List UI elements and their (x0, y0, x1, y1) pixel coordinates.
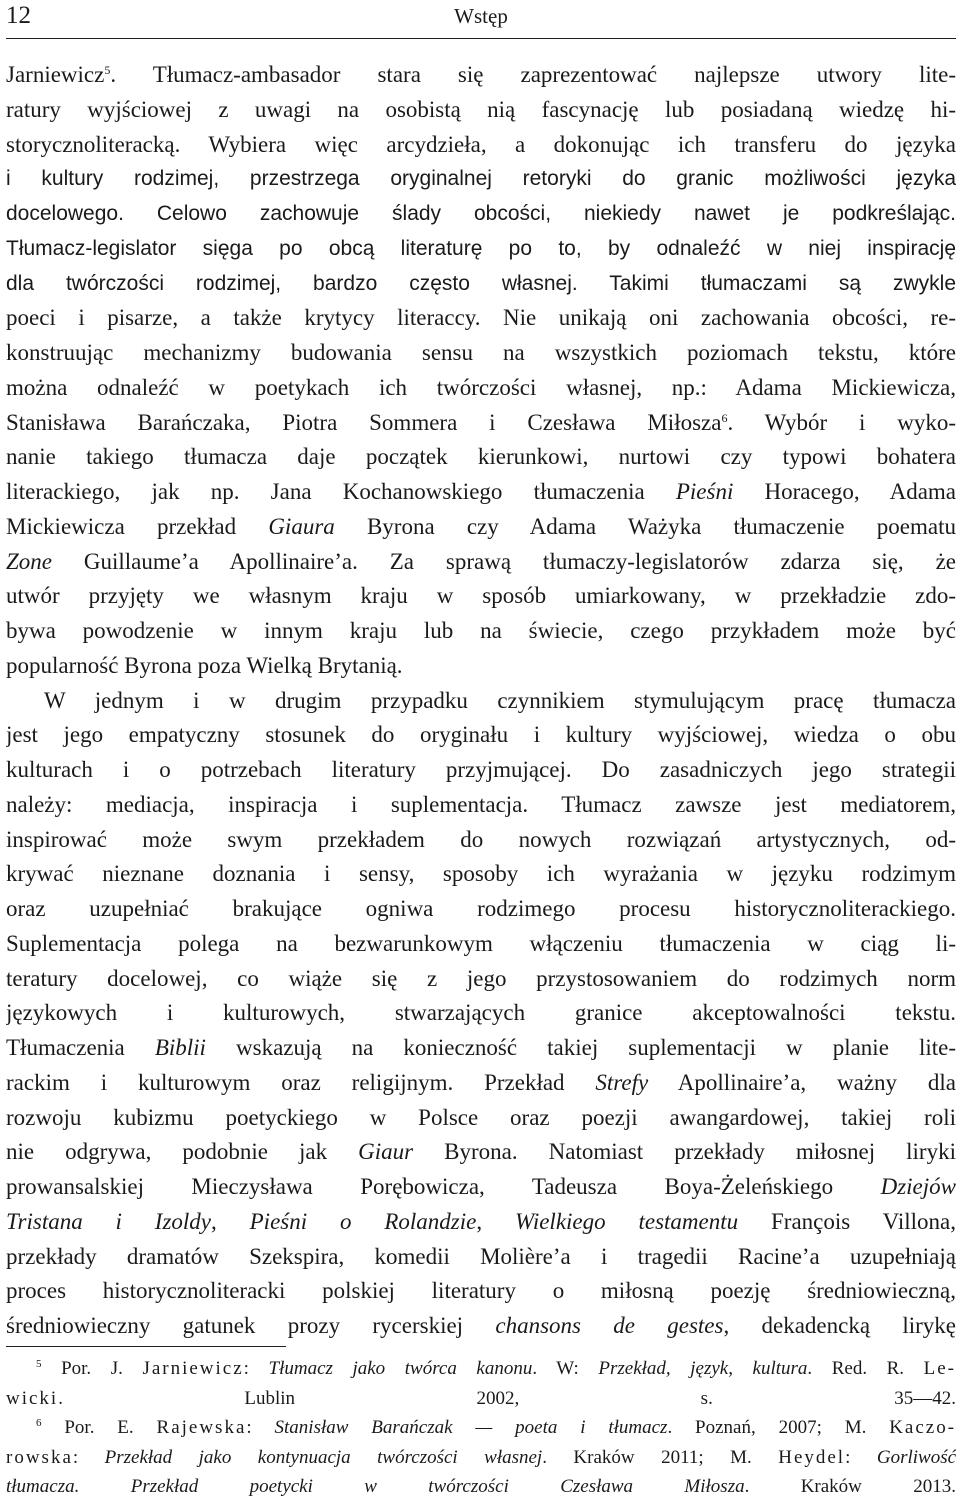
text-line: jest jego empatyczny stosunek do oryginału i kultury wyjściowej, wiedza o obu (6, 722, 956, 748)
text-line: storycznoliteracką. Wybiera więc arcydzieła, a dokonując ich transferu do języka (6, 131, 956, 157)
text-line: rozwoju kubizmu poetyckiego w Polsce oraz poezji awangardowej, takiej roli (6, 1104, 956, 1130)
footnote-number: 5 (36, 1358, 42, 1370)
text-line: należy: mediacja, inspiracja i suplementacja. Tłumacz zawsze jest mediatorem, (6, 791, 956, 817)
paragraph-1 (6, 58, 956, 684)
text-line: i kultury rodzimej, przestrzega oryginalnej retoryki do granic możliwości języka (6, 167, 956, 191)
running-header (6, 2, 956, 32)
text-line: rackim i kulturowym oraz religijnym. Przekład Strefy Apollinaire’a, ważny dla (6, 1069, 956, 1095)
text-line: nanie takiego tłumacza daje początek kierunkowi, nurtowi czy typowi bohatera (6, 444, 956, 470)
text-line: poeci i pisarze, a także krytycy literaccy. Nie unikają oni zachowania obcości, re- (6, 305, 956, 331)
text-line: Suplementacja polega na bezwarunkowym włączeniu tłumaczenia w ciąg li- (6, 930, 956, 956)
text-line: Tłumaczenia Biblii wskazują na konieczność takiej suplementacji w planie lite- (6, 1035, 956, 1060)
text-line: dla twórczości rodzimej, bardzo często własnej. Takimi tłumaczami są zwykle (6, 271, 956, 295)
text-line: docelowego. Celowo zachowuje ślady obcości, niekiedy nawet je podkreślając. (6, 202, 956, 225)
footnote-line: wicki. Lublin 2002, s. 35—42. (6, 1387, 956, 1409)
footnote-ref-6[interactable]: 6 (721, 410, 728, 425)
text-line: Tłumacz-legislator sięga po obcą literaturę po to, by odnaleźć w niej inspirację (6, 236, 956, 260)
text-line: średniowieczny gatunek prozy rycerskiej chansons de gestes, dekadencką lirykę (6, 1313, 956, 1338)
footnote-number: 6 (36, 1417, 42, 1429)
text-line: krywać nieznane doznania i sensy, sposoby ich wyrażania w języku rodzimym (6, 861, 956, 887)
text-line: językowych i kulturowych, stwarzających granice akceptowalności tekstu. (6, 1000, 956, 1026)
text-line: literackiego, jak np. Jana Kochanowskiego tłumaczenia Pieśni Horacego, Adama (6, 479, 956, 504)
text-line: Tristana i Izoldy, Pieśni o Rolandzie, Wielkiego testamentu François Villona, (6, 1208, 956, 1234)
footnote-line: $^6$ Por. E. Rajewska: Stanisław Barańczak — poeta i tłumacz. Poznań, 2007; M. Kaczo- (36, 1417, 956, 1438)
main-text (6, 58, 956, 1344)
footnote-line: $^5$ Por. J. Jarniewicz: Tłumacz jako twórca kanonu. W: Przekład, język, kultura. Red. R. Le- (36, 1358, 956, 1379)
text-line: przekłady dramatów Szekspira, komedii Molière’a i tragedii Racine’a uzupełniają (6, 1243, 956, 1269)
text-line: Zone Guillaume’a Apollinaire’a. Za sprawą tłumaczy-legislatorów zdarza się, że (6, 548, 956, 574)
footnote-line: rowska: Przekład jako kontynuacja twórczości własnej. Kraków 2011; M. Heydel: Gorliwość (6, 1446, 956, 1468)
text-line: bywa powodzenie w innym kraju lub na świecie, czego przykładem może być (6, 618, 956, 643)
running-title: Wstęp (454, 4, 508, 28)
text-line: kulturach i o potrzebach literatury przyjmującej. Do zasadniczych jego strategii (6, 757, 956, 782)
text-line: oraz uzupełniać brakujące ogniwa rodzimego procesu historycznoliterackiego. (6, 896, 956, 921)
paragraph-2 (6, 684, 956, 1344)
text-line: Mickiewicza przekład Giaura Byrona czy Adama Ważyka tłumaczenie poematu (6, 513, 956, 539)
text-line: proces historycznoliteracki polskiej literatury o miłosną poezję średniowieczną, (6, 1278, 956, 1304)
footnote-6 (6, 1413, 956, 1502)
text-line: można odnaleźć w poetykach ich twórczości własnej, np.: Adama Mickiewicza, (6, 374, 956, 400)
footnotes (6, 1354, 956, 1502)
text-line: inspirować może swym przekładem do nowych rozwiązań artystycznych, od- (6, 826, 956, 852)
text-line: Jarniewicz$^5$. Tłumacz-ambasador stara się zaprezentować najlepsze utwory lite- (6, 62, 956, 87)
text-line: ratury wyjściowej z uwagi na osobistą nią fascynację lub posiadaną wiedzę hi- (6, 96, 956, 122)
text-line: nie odgrywa, podobnie jak Giaur Byrona. Natomiast przekłady miłosnej liryki (6, 1139, 956, 1165)
header-rule (6, 38, 956, 39)
text-line: Stanisława Barańczaka, Piotra Sommera i Czesława Miłosza$^6$. Wybór i wyko- (6, 409, 956, 435)
footnote-ref-5[interactable]: 5 (104, 63, 111, 77)
text-line: popularność Byrona poza Wielką Brytanią. (6, 652, 403, 678)
text-line: konstruując mechanizmy budowania sensu na wszystkich poziomach tekstu, które (6, 340, 956, 365)
text-line: W jednym i w drugim przypadku czynnikiem stymulującym pracę tłumacza (44, 687, 956, 713)
text-line: teratury docelowej, co wiąże się z jego przystosowaniem do rodzimych norm (6, 965, 956, 991)
footnote-5 (6, 1354, 956, 1413)
text-line: prowansalskiej Mieczysława Porębowicza, Tadeusza Boya-Żeleńskiego Dziejów (6, 1174, 956, 1199)
footnote-rule (6, 1346, 286, 1347)
footnote-line: tłumacza. Przekład poetycki w twórczości Czesława Miłosza. Kraków 2013. (6, 1476, 956, 1497)
page-number: 12 (6, 2, 31, 29)
text-line: utwór przyjęty we własnym kraju w sposób umiarkowany, w przekładzie zdo- (6, 583, 956, 609)
